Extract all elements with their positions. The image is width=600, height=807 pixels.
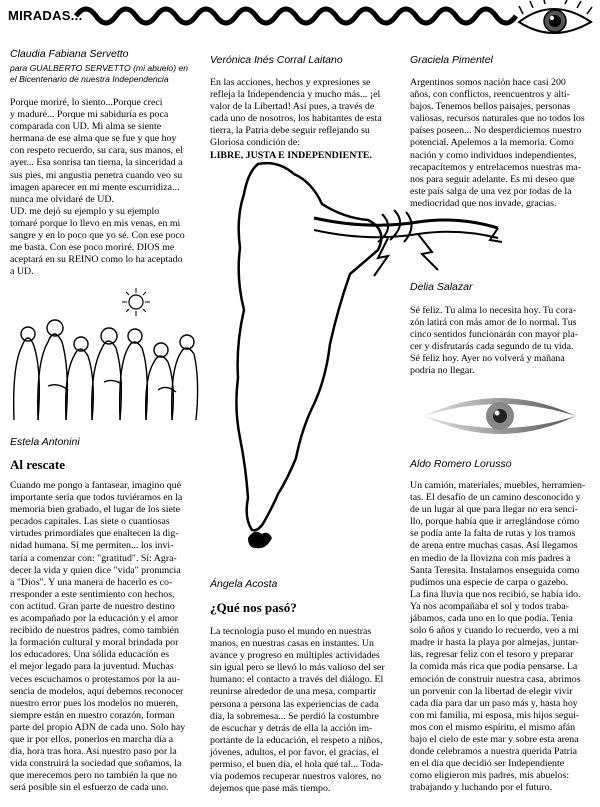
dedication	[10, 63, 200, 85]
text-line: comparada con UD. Mi alma se siente	[10, 121, 162, 133]
text-line: persona a persona las experiencias de cada	[210, 698, 379, 710]
text-line: será posible sin el esfuerzo de cada uno.	[10, 782, 169, 794]
text-line: cinco sentidos funcionarán con mayor pla-	[410, 329, 579, 341]
crowd-illustration	[8, 286, 200, 426]
text-line: memoria bien grabado, el lugar de los siete	[10, 504, 181, 516]
text-line: mediocridad que nos invade, gracias.	[410, 197, 557, 209]
author-name: Verónica Inés Corral Laitano	[210, 54, 343, 66]
text-line: decer la vida y quien dice "vida" pronuncia	[10, 564, 181, 576]
text-line: sangre y en lo poco que yo sé. Con ese poco	[10, 230, 185, 242]
article-text	[10, 480, 206, 794]
text-line: madre ir hasta la playa por almejas, juntar-	[410, 637, 579, 649]
section-title: MIRADAS...	[8, 8, 83, 23]
text-line: valiosas, recursos naturales que no todos los	[410, 113, 585, 125]
article-text	[410, 480, 596, 794]
text-line: manos, en nuestras casas en instantes. Un	[210, 638, 374, 650]
text-line: tierra, la Patria debe seguir reflejando su	[210, 125, 370, 137]
article-title: Al rescate	[10, 457, 65, 472]
text-line: refleja la Independencia y mucho más... ¡el	[210, 89, 381, 101]
text-line: la formación cultural y moral brindada por	[10, 637, 179, 649]
text-line: taría a comenzar con: "gratitud". Sí: Agra-	[10, 552, 177, 564]
author-name: Claudia Fabiana Servetto	[10, 48, 129, 60]
text-line: bajos. Tenemos bellos paisajes, personas	[410, 101, 571, 113]
text-line: de escuchar y detrás de ella la acción im-	[210, 722, 373, 734]
text-line: mos con el mismo espíritu, el mismo afán	[410, 721, 576, 733]
text-line: hermana de ese alma que se fue y que hoy	[10, 133, 177, 145]
text-line: vía podemos recuperar nuestros valores, no	[210, 771, 382, 783]
text-line: solo 6 años y cuando lo recuerdo, veo a mi	[410, 625, 579, 637]
text-line: veces escuchamos o protestamos por la au-	[10, 673, 181, 685]
author-name: Estela Antonini	[10, 436, 80, 448]
ribbon-banner	[314, 210, 502, 276]
text-line: ayer... Esa sonrisa tan tierna, la sinceridad a	[10, 157, 183, 169]
text-line: La tecnología puso el mundo en nuestras	[210, 626, 372, 637]
text-line: valor de la Libertad! Así pues, a través de	[210, 101, 375, 113]
poem-text	[10, 97, 206, 278]
text-line: sus pies, mi angustia penetra cuando veo su	[10, 169, 183, 181]
text-line: con actitud. Gran parte de nuestro destino	[10, 600, 175, 612]
article-text	[210, 77, 400, 162]
text-line: tas. El desafío de un camino desconocido y	[410, 492, 581, 504]
text-line: aceptará en su REINO como lo ha aceptado	[10, 254, 183, 266]
text-line: que merecemos pero no también la que no	[10, 770, 177, 782]
text-line: años, con conflictos, reencuentros y alti-	[410, 89, 570, 101]
text-line: jóvenes, adultos, el por favor, el gracias, el	[210, 746, 379, 758]
text-line: recapacitemos y entrelacemos nuestras ma-	[410, 161, 582, 173]
text-line: donde celebramos a nuestra querida Patria	[410, 746, 577, 758]
sun-icon	[122, 288, 150, 316]
text-line: nos para seguir adelante. Es mi deseo que	[410, 173, 575, 185]
text-line: imagen aparecer en mi mente escurridiza...	[10, 181, 180, 193]
text-line: día, hora tras hora. Así nuestro paso por la	[10, 746, 177, 758]
text-line: sencia de modelos, aquí debemos reconocer	[10, 685, 184, 697]
text-line: recibido de nuestros padres, como también	[10, 625, 179, 637]
text-line: Sé feliz hoy. Ayer no volverá y mañana	[410, 353, 565, 365]
text-line: con respeto recuerdo, su cara, sus manos, el	[10, 145, 183, 157]
text-line: día, la sobremesa... Se perdió la costumbre	[210, 710, 379, 722]
text-line: rresponder a este sentimiento con hechos,	[10, 588, 175, 600]
text-line: jábamos, cada uno en lo que podía. Tenía	[410, 613, 573, 625]
text-line: que ir por ellos, ponerlos en marcha día a	[10, 733, 174, 745]
author-name: Aldo Romero Lorusso	[410, 458, 512, 470]
text-line: pudimos una especie de carpa o gazebo.	[410, 576, 569, 588]
text-line: siempre están en nuestro corazón, forman	[10, 709, 175, 721]
text-line: la comida más rica que podía pensarse. La	[410, 661, 578, 673]
text-line: se podía ante la falta de rutas y los tramos	[410, 528, 576, 540]
text-line: un porvenir con la libertad de elegir vivir	[410, 685, 573, 697]
text-line: Sé feliz. Tu alma lo necesita hoy. Tu cora-	[410, 305, 577, 316]
motto: LIBRE, JUSTA E INDEPENDIENTE.	[210, 149, 372, 161]
text-line: a UD.	[10, 266, 34, 278]
article-title: ¿Qué nos pasó?	[210, 600, 297, 615]
text-line: nidad humana. Si me permiten... los invi-	[10, 540, 174, 552]
text-line: cada uno de nosotros, los habitantes de esta	[210, 113, 382, 125]
author-name: Graciela Pimentel	[410, 54, 493, 66]
text-line: pecados capitales. Las siete o cuantiosas	[10, 516, 170, 528]
text-line: emoción de construir nuestra casa, abrimos	[410, 673, 581, 685]
text-line: el mejor legado para la juventud. Muchas	[10, 661, 174, 673]
text-line: sin igual pero se llevó lo más valioso del ser	[210, 662, 385, 674]
text-line: Argentinos somos nación hace casi 200	[410, 77, 566, 88]
text-line: reunirse alrededor de una mesa, compartir	[210, 686, 377, 698]
article-text	[410, 77, 596, 210]
text-line: nuestro error pues los modelos no mueren,	[10, 697, 179, 709]
text-line: los educadores. Una sólida educación es	[10, 649, 170, 661]
text-line: zón latirá con más amor de lo normal. Tus	[410, 317, 577, 329]
text-line: cer y disfrutarás cada segundo de tu vida.	[410, 341, 574, 353]
text-line: en medio de la llovizna con mis padres a	[410, 552, 571, 564]
text-line: las, regresar feliz con el tesoro y preparar	[410, 649, 574, 661]
text-line: es acompañado por la educación y el amor	[10, 613, 179, 625]
text-line: en el día que decidió ser Independiente	[410, 758, 565, 770]
text-line: cada día para dar un paso más y, hasta hoy	[410, 697, 578, 709]
dedication-line: el Bicentenario de nuestra Independencia	[10, 74, 169, 84]
text-line: nunca me olvidaré de UD.	[10, 193, 114, 205]
author-name: Ángela Acosta	[210, 578, 278, 590]
text-line: portante de la educación, el respeto a niños,	[210, 734, 383, 746]
text-line: Cuando me pongo a fantasear, imagino qué	[10, 480, 181, 491]
text-line: Ya nos acompañaba el sol y todos traba-	[410, 600, 569, 612]
text-line: y maduré... Porque mi sabiduría es poca	[10, 109, 169, 121]
eye-icon	[515, 0, 595, 44]
article-text	[410, 305, 596, 378]
dedication-line: para GUALBERTO SERVETTO (mi abuelo) en	[10, 63, 188, 73]
stylized-eye-icon	[420, 386, 580, 448]
text-line: Gloriosa condición de:	[210, 137, 300, 149]
text-line: importante sería que todos tuviéramos en la	[10, 492, 183, 504]
text-line: dejemos que pase más tiempo.	[210, 783, 331, 795]
text-line: a "Dios". Y una manera de hacerlo es co-	[10, 576, 173, 588]
text-line: llo, porque había que ir arreglándose cómo	[410, 516, 580, 528]
text-line: Santa Teresita. Instalamos enseguida como	[410, 564, 580, 576]
text-line: podría no llegar.	[410, 365, 475, 377]
page-header	[0, 0, 600, 44]
text-line: tomaré porque lo llevo en mis venas, en mi	[10, 217, 181, 229]
text-line: nación y como individuos independientes,	[410, 149, 577, 161]
text-line: como eligieron mis padres, mis abuelos:	[410, 770, 570, 782]
text-line: este país salga de una vez por todas de la	[410, 185, 572, 197]
text-line: bajo el cielo de este mar y sobre esta arena	[410, 733, 579, 745]
text-line: de un lugar al que para llegar no era senci-	[410, 504, 579, 516]
author-name: Delia Salazar	[410, 281, 473, 293]
text-line: parte del propio ADN de cada uno. Solo hay	[10, 721, 186, 733]
text-line: Un camión, materiales, muebles, herramien-	[410, 480, 586, 491]
wave-divider	[0, 0, 600, 44]
text-line: con mi familia, mi esposa, mis hijos segui-	[410, 709, 580, 721]
text-line: UD. me dejó su ejemplo y su ejemplo	[10, 205, 160, 217]
text-line: avance y progreso en múltiples actividades	[210, 650, 380, 662]
text-line: países poseen... No desperdiciemos nuestro	[410, 125, 582, 137]
text-line: potencial. Apelemos a la memoria. Como	[410, 137, 574, 149]
text-line: me basta. Con ese poco moriré. DIOS me	[10, 242, 175, 254]
text-line: humano: el contacto a través del diálogo. El	[210, 674, 384, 686]
article-text	[210, 626, 400, 795]
text-line: de arena entre muchas casas. Así llegamos	[410, 540, 578, 552]
text-line: Porque moriré, lo siento...Porque creci	[10, 97, 163, 108]
text-line: vida construirá la sociedad que soñamos, la	[10, 758, 182, 770]
text-line: permiso, el buen día, el hola qué tal... Toda-	[210, 759, 384, 771]
text-line: En las acciones, hechos y expresiones se	[210, 77, 371, 88]
text-line: virtudes primordiales que enaltecen la dig-	[10, 528, 179, 540]
text-line: La fina lluvia que nos recibió, se había ido.	[410, 588, 581, 600]
text-line: trabajando y luchando por el futuro.	[410, 782, 553, 794]
